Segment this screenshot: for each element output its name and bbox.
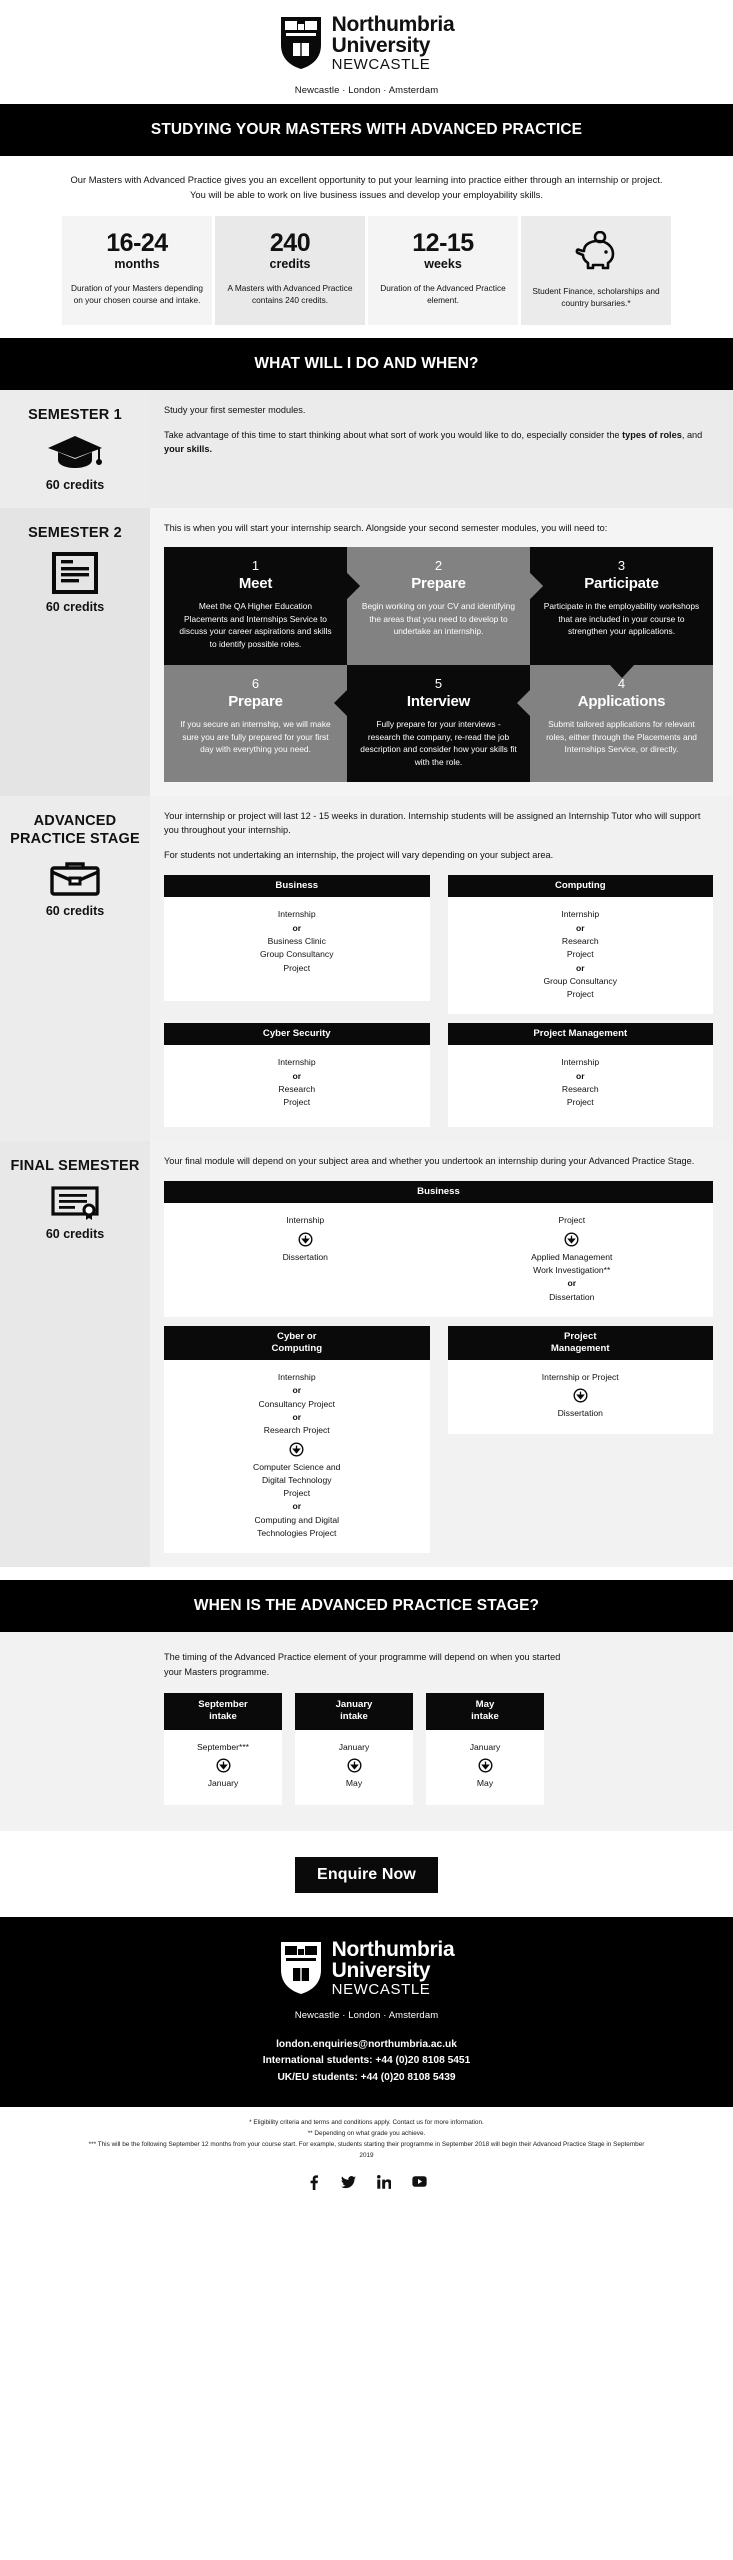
step-number: 2 bbox=[434, 557, 443, 573]
intake-header bbox=[426, 1693, 544, 1730]
intake-column-may bbox=[426, 1693, 544, 1805]
what-when-banner: WHAT WILL I DO AND WHEN? bbox=[0, 338, 733, 390]
arrow-down-circle-icon bbox=[564, 1232, 579, 1247]
arrow-down-circle-icon bbox=[216, 1758, 231, 1773]
main-title-banner: STUDYING YOUR MASTERS WITH ADVANCED PRACTICE bbox=[0, 104, 733, 156]
footnote-3: *** This will be the following September 12 months from your course start. For example, students starting their programme in September 2018 will begin their Advanced Practice Stage in September 2019 bbox=[88, 2140, 645, 2159]
path-or: or bbox=[292, 1501, 302, 1512]
stage-content-semester-1 bbox=[150, 390, 733, 508]
stat-value: 12-15 bbox=[412, 229, 474, 258]
path-line: Computer Science and bbox=[253, 1461, 341, 1472]
intake-body bbox=[164, 1730, 282, 1805]
card-line: Research bbox=[278, 1084, 316, 1095]
intake-body bbox=[295, 1730, 413, 1805]
step-text: Submit tailored applications for relevant roles, either through the Placements and Internships Service, or directly. bbox=[546, 718, 697, 755]
card-body bbox=[164, 1203, 713, 1317]
step-text: Meet the QA Higher Education Placements and Internships Service to discuss your career aspirations and skills to identify possible roles. bbox=[179, 601, 332, 649]
stage-credits: 60 credits bbox=[45, 599, 105, 614]
step-title: Applications bbox=[577, 692, 666, 710]
enquire-now-button[interactable]: Enquire Now bbox=[295, 1857, 438, 1893]
step-number: 6 bbox=[251, 675, 260, 691]
stage-label-advanced-practice bbox=[0, 796, 150, 1141]
option-card-project-management bbox=[448, 1023, 714, 1127]
intake-header-line-2: intake bbox=[471, 1711, 499, 1723]
card-line: Internship bbox=[277, 909, 316, 920]
intake-header bbox=[164, 1693, 282, 1730]
stat-card-months bbox=[62, 216, 212, 325]
stage-label-final-semester bbox=[0, 1141, 150, 1567]
ap-para-2: For students not undertaking an internship, the project will vary depending on your subject area. bbox=[164, 850, 554, 861]
option-card-final-project-management bbox=[448, 1326, 714, 1553]
stage-label-semester-2 bbox=[0, 508, 150, 796]
step-text: Fully prepare for your interviews - research the company, re-read the job description and consider how your skills fit with the role. bbox=[360, 718, 517, 767]
ap-para-1: Your internship or project will last 12 - 15 weeks in duration. Internship students will be assigned an Internship Tutor who will support you throughout your internship. bbox=[164, 811, 701, 836]
intake-header-line-2: intake bbox=[209, 1711, 237, 1723]
stat-unit: months bbox=[114, 257, 160, 272]
stage-credits: 60 credits bbox=[45, 903, 105, 918]
document-lines-icon bbox=[52, 552, 98, 594]
stage-semester-2 bbox=[0, 508, 733, 796]
step-title: Prepare bbox=[228, 692, 283, 710]
social-links bbox=[0, 2162, 733, 2206]
stage-title: SEMESTER 2 bbox=[28, 524, 122, 541]
path-line: Internship bbox=[277, 1371, 316, 1382]
stage-credits: 60 credits bbox=[45, 1227, 105, 1242]
northumbria-crest-icon bbox=[279, 15, 323, 71]
card-line: Internship bbox=[561, 1057, 600, 1068]
footer-contact-block bbox=[0, 2037, 733, 2087]
stat-value: 240 bbox=[269, 229, 311, 258]
stage-content-semester-2 bbox=[150, 508, 733, 796]
path-or: or bbox=[292, 1411, 302, 1422]
when-stage-banner: WHEN IS THE ADVANCED PRACTICE STAGE? bbox=[0, 1580, 733, 1632]
cta-section bbox=[0, 1831, 733, 1917]
card-line: Group Consultancy bbox=[259, 949, 334, 960]
stage-content-final-semester bbox=[150, 1141, 733, 1567]
intake-start: January bbox=[338, 1741, 370, 1752]
stage-final-semester bbox=[0, 1141, 733, 1567]
youtube-icon[interactable] bbox=[412, 2175, 427, 2190]
intake-header-line-1: May bbox=[475, 1698, 495, 1710]
certificate-icon bbox=[51, 1185, 99, 1221]
step-title: Prepare bbox=[411, 575, 466, 593]
semester1-para-1: Study your first semester modules. bbox=[164, 405, 306, 416]
card-line: Business Clinic bbox=[267, 935, 326, 946]
intake-header-line-1: September bbox=[198, 1698, 248, 1710]
card-line: Research bbox=[561, 935, 599, 946]
option-card-final-business bbox=[164, 1181, 713, 1317]
intake-timing-section bbox=[0, 1632, 733, 1830]
card-header-line-1: Project bbox=[563, 1330, 597, 1342]
step-title: Interview bbox=[406, 692, 471, 710]
card-line-or: or bbox=[575, 922, 585, 933]
card-header bbox=[164, 1326, 430, 1360]
stat-card-weeks bbox=[368, 216, 518, 325]
semester2-intro: This is when you will start your internship search. Alongside your second semester modules, you will need to: bbox=[164, 522, 608, 533]
intake-header bbox=[295, 1693, 413, 1730]
stage-advanced-practice bbox=[0, 796, 733, 1141]
s1-p2-b: types of roles bbox=[622, 430, 682, 441]
footnote-2: ** Depending on what grade you achieve. bbox=[307, 2129, 426, 2137]
card-line-or: or bbox=[292, 1070, 302, 1081]
intake-body bbox=[426, 1730, 544, 1805]
stat-description: Duration of the Advanced Practice element. bbox=[380, 283, 506, 306]
internship-process-diagram bbox=[164, 547, 713, 782]
arrow-down-circle-icon bbox=[347, 1758, 362, 1773]
semester1-para-2 bbox=[164, 429, 713, 457]
process-step-1 bbox=[164, 547, 347, 665]
brand-line-3: NEWCASTLE bbox=[331, 1980, 431, 1998]
stat-unit: credits bbox=[269, 257, 311, 272]
intake-header-line-1: January bbox=[335, 1698, 373, 1710]
stage-label-semester-1 bbox=[0, 390, 150, 508]
footer-brand-wordmark bbox=[332, 1939, 455, 1997]
contact-uk-phone[interactable]: UK/EU students: +44 (0)20 8108 5439 bbox=[277, 2072, 456, 2084]
arrow-down-circle-icon bbox=[573, 1388, 588, 1403]
path-or: or bbox=[567, 1278, 577, 1289]
stage-content-advanced-practice bbox=[150, 796, 733, 1141]
twitter-icon[interactable] bbox=[341, 2175, 356, 2190]
card-header: Cyber Security bbox=[164, 1023, 430, 1045]
card-line: Research bbox=[561, 1084, 599, 1095]
footer-brand-lockup bbox=[279, 1939, 455, 1997]
stat-unit: weeks bbox=[424, 257, 462, 272]
intake-end: May bbox=[476, 1777, 494, 1788]
card-header-line-2: Computing bbox=[271, 1342, 323, 1354]
path-line: Computing and Digital bbox=[254, 1514, 340, 1525]
card-header-line-1: Cyber or bbox=[277, 1330, 317, 1342]
stage-semester-1 bbox=[0, 390, 733, 508]
process-step-6 bbox=[164, 665, 347, 783]
path-end: Dissertation bbox=[549, 1291, 595, 1302]
card-body bbox=[164, 1360, 430, 1553]
step-number: 1 bbox=[251, 557, 260, 573]
northumbria-crest-icon bbox=[279, 1940, 323, 1996]
card-line: Internship bbox=[561, 909, 600, 920]
stat-card-credits bbox=[215, 216, 365, 325]
step-number: 3 bbox=[617, 557, 626, 573]
brand-line-2: University bbox=[331, 1958, 431, 1982]
footnotes bbox=[0, 2107, 733, 2162]
card-line: Project bbox=[283, 962, 311, 973]
path-line: Technologies Project bbox=[257, 1528, 337, 1539]
step-text: Begin working on your CV and identifying the areas that you need to develop to undertake an internship. bbox=[361, 601, 516, 637]
card-body bbox=[448, 1045, 714, 1127]
facebook-icon[interactable] bbox=[307, 2175, 320, 2190]
brand-line-3: NEWCASTLE bbox=[331, 56, 431, 73]
brand-line-1: Northumbria bbox=[331, 13, 455, 36]
card-header bbox=[448, 1326, 714, 1360]
step-title: Participate bbox=[584, 575, 659, 593]
path-or: or bbox=[292, 1385, 302, 1396]
intake-start: January bbox=[469, 1741, 501, 1752]
card-line: Project bbox=[566, 989, 594, 1000]
card-line-or: or bbox=[575, 962, 585, 973]
option-card-computing bbox=[448, 875, 714, 1014]
intake-column-september bbox=[164, 1693, 282, 1805]
card-header-line-2: Management bbox=[550, 1342, 610, 1354]
card-header: Computing bbox=[448, 875, 714, 897]
card-line: Internship bbox=[277, 1057, 316, 1068]
arrow-down-circle-icon bbox=[298, 1232, 313, 1247]
card-header: Project Management bbox=[448, 1023, 714, 1045]
intake-end: May bbox=[345, 1777, 363, 1788]
path-start: Project bbox=[558, 1215, 586, 1226]
piggy-bank-icon bbox=[528, 230, 664, 274]
footer bbox=[0, 1917, 733, 2107]
contact-international-phone[interactable]: International students: +44 (0)20 8108 5451 bbox=[262, 2055, 471, 2067]
card-body bbox=[448, 897, 714, 1014]
intake-start: September*** bbox=[196, 1741, 250, 1752]
card-line: Project bbox=[283, 1097, 311, 1108]
stage-title: FINAL SEMESTER bbox=[10, 1158, 140, 1175]
briefcase-icon bbox=[49, 858, 101, 898]
intake-column-january bbox=[295, 1693, 413, 1805]
card-line: Project bbox=[566, 949, 594, 960]
header-logo-block bbox=[0, 0, 733, 104]
option-card-business bbox=[164, 875, 430, 1014]
path-end: Applied Management bbox=[531, 1251, 613, 1262]
brand-wordmark bbox=[332, 14, 455, 72]
card-line: Group Consultancy bbox=[543, 975, 618, 986]
path-line: Digital Technology bbox=[261, 1474, 332, 1485]
step-text: Participate in the employability workshops that are included in your course to strengthen your applications. bbox=[543, 601, 700, 637]
graduation-cap-icon bbox=[46, 434, 104, 472]
fs-para-1: Your final module will depend on your subject area and whether you undertook an internship during your Advanced Practice Stage. bbox=[164, 1156, 695, 1167]
footnote-1: * Eligibility criteria and terms and conditions apply. Contact us for more information. bbox=[249, 2119, 484, 2127]
intake-lead-text: The timing of the Advanced Practice element of your programme will depend on when you started your Masters programme. bbox=[164, 1652, 561, 1677]
s1-p2-d: your skills. bbox=[164, 444, 213, 455]
card-line-or: or bbox=[575, 1070, 585, 1081]
path-start: Internship bbox=[286, 1215, 325, 1226]
stat-description: A Masters with Advanced Practice contains 240 credits. bbox=[227, 283, 353, 306]
linkedin-icon[interactable] bbox=[377, 2175, 391, 2190]
card-line: Project bbox=[566, 1097, 594, 1108]
stat-description: Student Finance, scholarships and country bursaries.* bbox=[532, 286, 660, 309]
footer-campuses-line: Newcastle · London · Amsterdam bbox=[294, 2009, 439, 2021]
intake-header-line-2: intake bbox=[340, 1711, 368, 1723]
card-line-or: or bbox=[292, 922, 302, 933]
intro-paragraph: Our Masters with Advanced Practice gives you an excellent opportunity to put your learning into practice either through an internship or project. You will be able to work on live business issues and develop your employability skills. bbox=[70, 174, 663, 200]
stage-title: SEMESTER 1 bbox=[28, 407, 122, 424]
contact-email[interactable]: london.enquiries@northumbria.ac.uk bbox=[276, 2038, 457, 2050]
process-step-3 bbox=[530, 547, 713, 665]
brand-line-1: Northumbria bbox=[331, 1937, 455, 1961]
arrow-down-circle-icon bbox=[478, 1758, 493, 1773]
business-project-path bbox=[439, 1214, 706, 1304]
step-text: If you secure an internship, we will make sure you are fully prepared for your first day with everything you need. bbox=[180, 718, 331, 755]
path-line: Research Project bbox=[263, 1425, 330, 1436]
card-header: Business bbox=[164, 1181, 713, 1203]
stat-value: 16-24 bbox=[106, 229, 168, 258]
process-step-5 bbox=[347, 665, 530, 783]
option-card-cyber-or-computing bbox=[164, 1326, 430, 1553]
business-internship-path bbox=[172, 1214, 439, 1304]
path-end: Dissertation bbox=[282, 1251, 328, 1262]
path-line: Consultancy Project bbox=[258, 1398, 335, 1409]
campuses-line: Newcastle · London · Amsterdam bbox=[294, 85, 439, 96]
process-step-2 bbox=[347, 547, 530, 665]
s1-p2-c: , and bbox=[681, 430, 703, 441]
option-card-cyber-security bbox=[164, 1023, 430, 1127]
stats-row bbox=[0, 216, 733, 325]
intake-columns bbox=[0, 1679, 733, 1805]
brand-lockup bbox=[279, 14, 455, 72]
process-row-top bbox=[164, 547, 713, 665]
stage-title: ADVANCED PRACTICE STAGE bbox=[10, 813, 140, 848]
final-semester-option-cards bbox=[164, 1181, 713, 1553]
step-number: 4 bbox=[617, 675, 626, 691]
step-number: 5 bbox=[434, 675, 443, 691]
arrow-down-circle-icon bbox=[289, 1442, 304, 1457]
card-body bbox=[448, 1360, 714, 1434]
path-line: Dissertation bbox=[557, 1408, 603, 1419]
path-line: Project bbox=[283, 1488, 311, 1499]
path-end: Work Investigation** bbox=[533, 1265, 611, 1276]
process-step-4 bbox=[530, 665, 713, 783]
stat-description: Duration of your Masters depending on your chosen course and intake. bbox=[71, 283, 203, 306]
card-body bbox=[164, 897, 430, 1001]
path-line: Internship or Project bbox=[541, 1371, 619, 1382]
process-row-bottom bbox=[164, 665, 713, 783]
card-body bbox=[164, 1045, 430, 1127]
brand-line-2: University bbox=[331, 34, 431, 57]
step-title: Meet bbox=[238, 575, 273, 593]
advanced-practice-option-cards bbox=[164, 875, 713, 1127]
stat-card-finance bbox=[521, 216, 671, 325]
intake-end: January bbox=[207, 1777, 239, 1788]
card-header: Business bbox=[164, 875, 430, 897]
s1-p2-a: Take advantage of this time to start thinking about what sort of work you would like to do, especially consider the bbox=[164, 430, 623, 441]
stage-credits: 60 credits bbox=[45, 477, 105, 492]
